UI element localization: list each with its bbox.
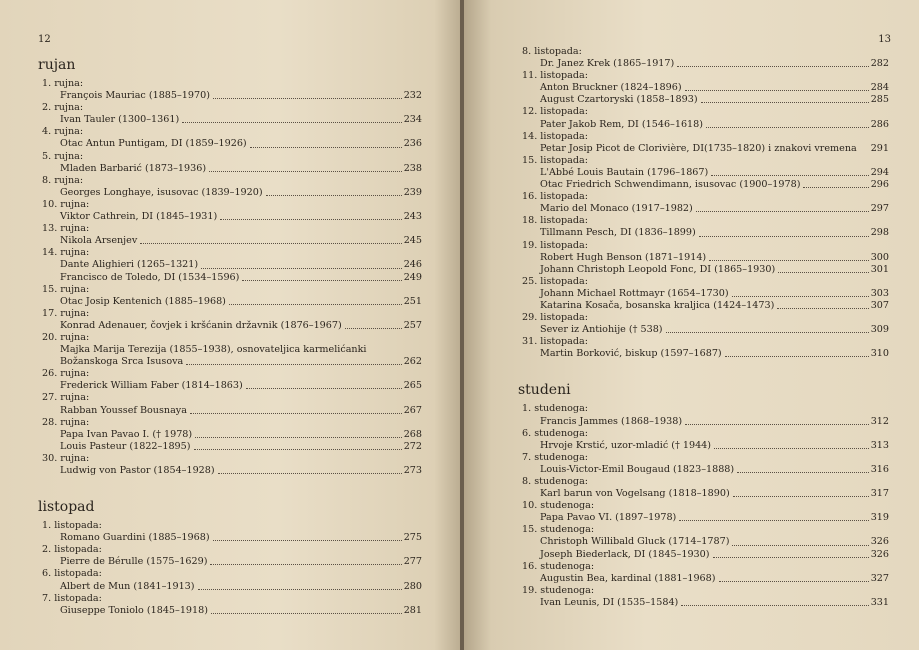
entry-date: 6. listopada:: [42, 568, 102, 580]
entry-date: 10. studenoga:: [522, 500, 595, 512]
entry-title: Dante Alighieri (1265–1321): [60, 259, 199, 271]
entry-date: 7. studenoga:: [522, 451, 589, 463]
toc-entry: [518, 428, 889, 452]
entry-page-number: 245: [403, 235, 422, 247]
toc-line[interactable]: [518, 58, 889, 70]
toc-entry: [518, 70, 889, 106]
toc-entry: [38, 332, 422, 368]
toc-line[interactable]: [38, 296, 422, 308]
entry-page-number: 257: [403, 319, 422, 331]
entry-page-number: 234: [403, 114, 422, 126]
dot-leader: [140, 243, 401, 244]
entry-title: Ludwig von Pastor (1854–1928): [60, 465, 215, 476]
entry-date: 15. listopada:: [522, 154, 588, 166]
dot-leader: [250, 147, 402, 148]
entry-page-number: 300: [870, 251, 889, 263]
dot-leader: [778, 272, 868, 273]
entry-title: Ivan Leunis, DI (1535–1584): [540, 596, 679, 608]
dot-leader: [195, 437, 402, 438]
toc-line[interactable]: [518, 179, 889, 191]
dot-leader: [246, 388, 402, 389]
toc-line[interactable]: [518, 227, 889, 239]
toc-line[interactable]: [38, 114, 422, 126]
entry-page-number: 285: [870, 94, 889, 106]
toc-entry: [518, 240, 889, 276]
toc-entry: [518, 46, 889, 70]
entry-date: 2. listopada:: [42, 544, 102, 556]
dot-leader: [711, 175, 868, 176]
dot-leader: [679, 520, 868, 521]
toc-entry: [518, 131, 889, 155]
toc-entry: [38, 593, 422, 617]
entry-page-number: 281: [403, 604, 422, 616]
entry-page-number: 298: [870, 227, 889, 239]
entry-title: Georges Longhaye, isusovac (1839–1920): [60, 186, 263, 198]
entry-date: 12. listopada:: [522, 106, 588, 118]
entry-page-number: 316: [870, 463, 889, 475]
toc-line[interactable]: [518, 348, 889, 360]
toc-entry: [38, 284, 422, 308]
toc-line[interactable]: [518, 119, 889, 131]
dot-leader: [218, 473, 402, 474]
entry-page-number: 319: [870, 512, 889, 524]
entry-page-number: 275: [403, 532, 422, 544]
entry-title-line: Majka Marija Terezija (1855–1938), osnovateljica karmelićanki: [60, 344, 367, 356]
entry-title: Pierre de Bérulle (1575–1629): [60, 556, 208, 568]
dot-leader: [732, 545, 868, 546]
entry-page-number: 301: [870, 263, 889, 275]
toc-line[interactable]: [518, 464, 889, 476]
entry-title: Tillmann Pesch, DI (1836–1899): [540, 227, 696, 239]
toc-entry: [518, 524, 889, 560]
dot-leader: [211, 613, 402, 614]
toc-entry: [38, 151, 422, 175]
entry-date: 8. listopada:: [522, 46, 582, 57]
toc-entry: [38, 175, 422, 199]
dot-leader: [345, 328, 402, 329]
dot-leader: [725, 356, 869, 357]
entry-title: Francisco de Toledo, DI (1534–1596): [60, 271, 240, 283]
dot-leader: [210, 564, 401, 565]
toc-line[interactable]: [38, 356, 422, 368]
toc-column: [38, 57, 422, 617]
toc-line[interactable]: [518, 488, 889, 500]
toc-line[interactable]: [38, 532, 422, 544]
entry-page-number: 303: [870, 287, 889, 299]
toc-line[interactable]: [518, 264, 889, 276]
entry-page-number: 246: [403, 259, 422, 271]
toc-line[interactable]: [518, 143, 889, 155]
entry-title: Giuseppe Toniolo (1845–1918): [60, 604, 208, 616]
entry-title: Martin Borković, biskup (1597–1687): [540, 348, 722, 360]
toc-entry: [518, 561, 889, 585]
entry-date: 1. listopada:: [42, 520, 102, 532]
entry-date: 5. rujna:: [42, 150, 84, 162]
toc-entry: [38, 223, 422, 247]
dot-leader: [242, 280, 401, 281]
toc-line[interactable]: [518, 288, 889, 300]
entry-page-number: 232: [403, 90, 422, 102]
entry-date: 20. rujna:: [42, 331, 90, 343]
entry-title: Viktor Cathrein, DI (1845–1931): [60, 211, 218, 223]
entry-title: Louis-Victor-Emil Bougaud (1823–1888): [540, 463, 735, 475]
dot-leader: [701, 102, 869, 103]
toc-line[interactable]: [518, 549, 889, 561]
entry-date: 14. listopada:: [522, 130, 588, 142]
dot-leader: [677, 66, 868, 67]
dot-leader: [201, 268, 402, 269]
entry-date: 13. rujna:: [42, 223, 90, 235]
entry-date: 1. rujna:: [42, 78, 84, 89]
entry-date: 16. studenoga:: [522, 560, 595, 572]
dot-leader: [186, 364, 401, 365]
entry-title: Mladen Barbarić (1873–1936): [60, 162, 207, 174]
toc-line[interactable]: [518, 416, 889, 428]
entry-title: Otac Antun Puntigam, DI (1859–1926): [60, 138, 247, 150]
toc-entry: [518, 500, 889, 524]
toc-line[interactable]: [38, 405, 422, 417]
toc-line[interactable]: [38, 187, 422, 199]
entry-page-number: 239: [403, 186, 422, 198]
toc-entry: [518, 106, 889, 130]
dot-leader: [229, 304, 402, 305]
toc-entry: [38, 544, 422, 568]
entry-title: Sever iz Antiohije († 538): [540, 324, 663, 336]
entry-page-number: 251: [403, 295, 422, 307]
entry-title: Francis Jammes (1868–1938): [540, 415, 683, 427]
entry-page-number: 326: [870, 548, 889, 560]
toc-entry: [518, 155, 889, 191]
toc-line[interactable]: [518, 300, 889, 312]
toc-line[interactable]: [518, 440, 889, 452]
dot-leader: [266, 195, 402, 196]
entry-date: 30. rujna:: [42, 452, 90, 464]
toc-entry: [518, 336, 889, 360]
entry-title: Anton Bruckner (1824–1896): [540, 82, 682, 94]
toc-entry: [518, 276, 889, 312]
entry-page-number: 307: [870, 299, 889, 311]
dot-leader: [696, 211, 869, 212]
toc-entry: [38, 568, 422, 592]
entry-page-number: 317: [870, 488, 889, 500]
right-page: [464, 0, 919, 650]
entry-title: Dr. Janez Krek (1865–1917): [540, 58, 675, 70]
entry-date: 29. listopada:: [522, 312, 588, 324]
month-heading: listopad: [38, 499, 95, 516]
month-heading: studeni: [518, 382, 571, 399]
entry-page-number: 291: [870, 142, 889, 154]
entry-date: 4. rujna:: [42, 126, 84, 138]
entry-title: Pater Jakob Rem, DI (1546–1618): [540, 118, 703, 130]
entry-date: 28. rujna:: [42, 416, 90, 428]
entry-title: Augustin Bea, kardinal (1881–1968): [540, 572, 716, 584]
entry-title: Petar Josip Picot de Clorivière, DI(1735–1820) i znakovi vremena: [540, 142, 857, 154]
dot-leader: [685, 424, 869, 425]
toc-entry: [518, 403, 889, 427]
entry-page-number: 284: [870, 82, 889, 94]
dot-leader: [777, 308, 868, 309]
entry-page-number: 327: [870, 572, 889, 584]
entry-title: Frederick William Faber (1814–1863): [60, 380, 243, 392]
toc-line[interactable]: [38, 605, 422, 617]
toc-column: [518, 46, 889, 609]
dot-leader: [737, 472, 869, 473]
entry-title: L'Abbé Louis Bautain (1796–1867): [540, 166, 709, 178]
toc-line[interactable]: [518, 536, 889, 548]
toc-line[interactable]: [38, 211, 422, 223]
entry-title: François Mauriac (1885–1970): [60, 90, 210, 102]
entry-date: 1. studenoga:: [522, 403, 589, 415]
page-number: 12: [38, 34, 51, 45]
entry-page-number: 280: [403, 580, 422, 592]
entry-title: Robert Hugh Benson (1871–1914): [540, 251, 707, 263]
toc-line[interactable]: [518, 512, 889, 524]
dot-leader: [194, 449, 402, 450]
entry-page-number: 277: [403, 556, 422, 568]
entry-title: Otac Friedrich Schwendimann, isusovac (1900–1978): [540, 179, 801, 191]
entry-page-number: 312: [870, 415, 889, 427]
dot-leader: [732, 296, 869, 297]
dot-leader: [681, 605, 868, 606]
entry-page-number: 326: [870, 536, 889, 548]
entry-title: Johann Michael Rottmayr (1654–1730): [540, 287, 729, 299]
entry-date: 25. listopada:: [522, 275, 588, 287]
entry-date: 31. listopada:: [522, 336, 588, 348]
dot-leader: [803, 187, 868, 188]
dot-leader: [198, 589, 402, 590]
entry-title: Karl barun von Vogelsang (1818–1890): [540, 488, 730, 500]
toc-line[interactable]: [518, 324, 889, 336]
entry-title: Papa Ivan Pavao I. († 1978): [60, 428, 193, 440]
toc-entry: [518, 191, 889, 215]
toc-line[interactable]: [38, 429, 422, 441]
entry-page-number: 310: [870, 348, 889, 360]
toc-entry: [38, 126, 422, 150]
entry-date: 2. rujna:: [42, 102, 84, 114]
entry-page-number: 265: [403, 380, 422, 392]
toc-line[interactable]: [38, 235, 422, 247]
entry-date: 18. listopada:: [522, 215, 588, 227]
entry-title: Albert de Mun (1841–1913): [60, 580, 195, 592]
entry-title: Rabban Youssef Bousnaya: [60, 404, 187, 416]
entry-date: 15. studenoga:: [522, 524, 595, 536]
entry-title: Ivan Tauler (1300–1361): [60, 114, 180, 126]
entry-title: Hrvoje Krstić, uzor-mladić († 1944): [540, 439, 712, 451]
entry-page-number: 294: [870, 166, 889, 178]
entry-title: Christoph Willibald Gluck (1714–1787): [540, 536, 730, 548]
dot-leader: [666, 332, 869, 333]
toc-line[interactable]: [38, 380, 422, 392]
toc-line[interactable]: [38, 441, 422, 453]
toc-line[interactable]: [38, 581, 422, 593]
toc-line[interactable]: [518, 252, 889, 264]
entry-title: Louis Pasteur (1822–1895): [60, 440, 191, 452]
entry-title: Johann Christoph Leopold Fonc, DI (1865–1930): [540, 263, 776, 275]
entry-title: Joseph Biederlack, DI (1845–1930): [540, 548, 710, 560]
entry-title: Papa Pavao VI. (1897–1978): [540, 512, 677, 524]
entry-title: August Czartoryski (1858–1893): [540, 94, 698, 106]
entry-page-number: 282: [870, 58, 889, 70]
entry-date: 27. rujna:: [42, 392, 90, 404]
dot-leader: [182, 122, 401, 123]
toc-line[interactable]: [38, 272, 422, 284]
entry-date: 26. rujna:: [42, 368, 90, 380]
entry-title: Romano Guardini (1885–1968): [60, 532, 210, 544]
toc-line[interactable]: [38, 320, 422, 332]
toc-line[interactable]: [38, 465, 422, 477]
entry-title: Otac Josip Kentenich (1885–1968): [60, 295, 226, 307]
toc-line[interactable]: [38, 259, 422, 271]
dot-leader: [190, 413, 402, 414]
entry-page-number: 296: [870, 179, 889, 191]
dot-leader: [733, 496, 869, 497]
dot-leader: [709, 260, 869, 261]
entry-title: Božanskoga Srca Isusova: [60, 356, 184, 368]
entry-page-number: 249: [403, 271, 422, 283]
entry-page-number: 286: [870, 118, 889, 130]
dot-leader: [213, 540, 402, 541]
toc-entry: [38, 520, 422, 544]
entry-date: 15. rujna:: [42, 283, 90, 295]
entry-date: 8. studenoga:: [522, 476, 589, 487]
entry-page-number: 267: [403, 404, 422, 416]
dot-leader: [706, 127, 869, 128]
dot-leader: [719, 581, 869, 582]
dot-leader: [209, 171, 402, 172]
toc-line[interactable]: [518, 573, 889, 585]
toc-line[interactable]: [38, 90, 422, 102]
toc-entry: [38, 308, 422, 332]
toc-line[interactable]: [518, 597, 889, 609]
toc-entry: [38, 392, 422, 416]
entry-page-number: 268: [403, 428, 422, 440]
toc-entry: [38, 368, 422, 392]
entry-title: Katarina Kosača, bosanska kraljica (1424–1473): [540, 299, 775, 311]
toc-entry: [518, 312, 889, 336]
entry-title: Nikola Arsenjev: [60, 235, 138, 247]
entry-title: Mario del Monaco (1917–1982): [540, 203, 693, 215]
entry-date: 14. rujna:: [42, 247, 90, 259]
page-number: 13: [878, 34, 891, 45]
entry-page-number: 273: [403, 465, 422, 476]
entry-date: 16. listopada:: [522, 191, 588, 203]
toc-entry: [518, 585, 889, 609]
toc-entry: [38, 417, 422, 453]
entry-page-number: 331: [870, 596, 889, 608]
entry-date: 19. listopada:: [522, 239, 588, 251]
entry-date: 19. studenoga:: [522, 584, 595, 596]
entry-page-number: 297: [870, 203, 889, 215]
toc-line[interactable]: [38, 163, 422, 175]
dot-leader: [713, 557, 869, 558]
entry-page-number: 309: [870, 324, 889, 336]
dot-leader: [220, 219, 401, 220]
toc-entry: [518, 215, 889, 239]
entry-page-number: 313: [870, 439, 889, 451]
toc-line[interactable]: [518, 94, 889, 106]
entry-date: 11. listopada:: [522, 70, 588, 82]
dot-leader: [685, 90, 869, 91]
entry-title: Konrad Adenauer, čovjek i kršćanin državnik (1876–1967): [60, 319, 342, 331]
toc-entry: [38, 247, 422, 283]
toc-line[interactable]: [38, 138, 422, 150]
entry-page-number: 262: [403, 356, 422, 368]
toc-line[interactable]: [518, 167, 889, 179]
toc-entry: [38, 78, 422, 102]
toc-entry: [38, 102, 422, 126]
entry-date: 10. rujna:: [42, 198, 90, 210]
toc-entry: [518, 452, 889, 476]
toc-entry: [38, 199, 422, 223]
toc-line[interactable]: [518, 203, 889, 215]
toc-line[interactable]: [518, 82, 889, 94]
dot-leader: [714, 448, 869, 449]
entry-date: 17. rujna:: [42, 307, 90, 319]
entry-page-number: 272: [403, 440, 422, 452]
toc-entry: [518, 476, 889, 500]
entry-date: 8. rujna:: [42, 174, 84, 186]
entry-page-number: 243: [403, 211, 422, 223]
toc-line[interactable]: [38, 556, 422, 568]
month-heading: rujan: [38, 57, 76, 73]
entry-date: 6. studenoga:: [522, 427, 589, 439]
toc-entry: [38, 453, 422, 477]
entry-date: 7. listopada:: [42, 592, 102, 604]
dot-leader: [699, 236, 869, 237]
entry-page-number: 236: [403, 138, 422, 150]
entry-page-number: 238: [403, 162, 422, 174]
dot-leader: [213, 98, 402, 99]
